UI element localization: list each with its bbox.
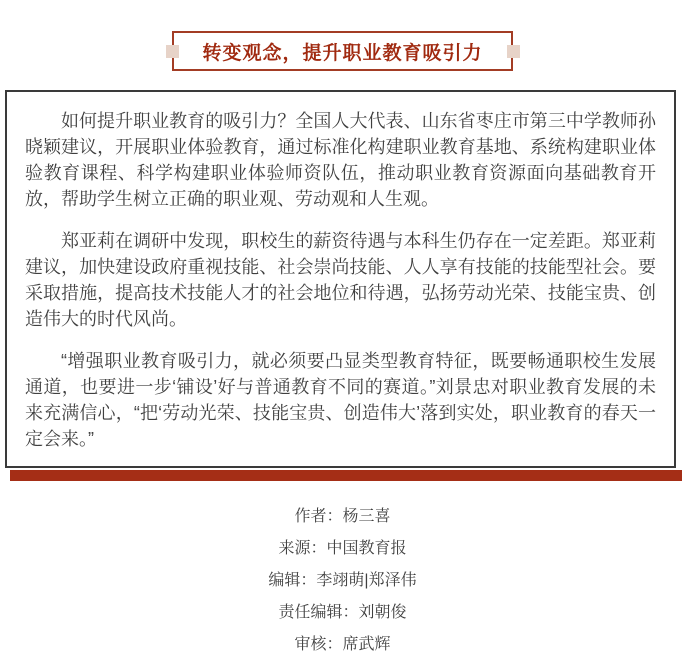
- footer-chief-editor: 责任编辑：刘朝俊: [278, 604, 407, 621]
- page-title: 转变观念，提升职业教育吸引力: [202, 42, 483, 64]
- article-paragraph: “增强职业教育吸引力，就必须要凸显类型教育特征，既要畅通职校生发展通道，也要进一步‘铺设’好与普通教育不同的赛道。”刘景忠对职业教育发展的未来充满信心，“把‘劳动光荣、技能宝贵、创造伟大’落到实处，职业教育的春天一定会来。”: [25, 351, 656, 449]
- footer-editor: 编辑：李翊萌|郑泽伟: [268, 572, 417, 589]
- article-paragraph: 郑亚莉在调研中发现，职校生的薪资待遇与本科生仍存在一定差距。郑亚莉建议，加快建设政府重视技能、社会崇尚技能、人人享有技能的技能型社会。要采取措施，提高技术技能人才的社会地位和待遇，弘扬劳动光荣、技能宝贵、创造伟大的时代风尚。: [25, 231, 656, 329]
- decor-square-icon: [507, 45, 520, 58]
- article-paragraph: 如何提升职业教育的吸引力？全国人大代表、山东省枣庄市第三中学教师孙晓颖建议，开展职业体验教育，通过标准化构建职业教育基地、系统构建职业体验教育课程、科学构建职业体验师资队伍，推动职业教育资源面向基础教育开放，帮助学生树立正确的职业观、劳动观和人生观。: [25, 111, 656, 209]
- bottom-accent-bar: [10, 470, 682, 481]
- footer-reviewer: 审核：席武辉: [294, 636, 391, 653]
- article-body-box: [5, 90, 676, 468]
- decor-square-icon: [166, 45, 179, 58]
- article-title-box: [172, 31, 513, 71]
- footer-author: 作者：杨三喜: [294, 508, 391, 525]
- footer-source: 来源：中国教育报: [278, 540, 407, 557]
- article-footer: [0, 501, 685, 658]
